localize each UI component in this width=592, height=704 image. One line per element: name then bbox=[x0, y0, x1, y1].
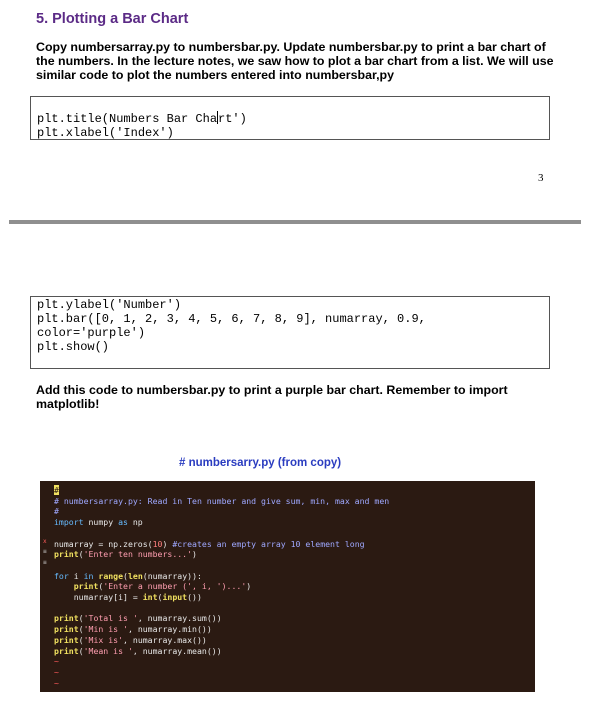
code-line: plt.bar([0, 1, 2, 3, 4, 5, 6, 7, 8, 9], numarray, 0.9, bbox=[37, 312, 426, 326]
empty-line-marker: ~ bbox=[54, 677, 59, 688]
editor-gutter bbox=[40, 481, 52, 692]
intro-paragraph: Copy numbersarray.py to numbersbar.py. Update numbersbar.py to print a bar chart of the numbers. In the lecture notes, we saw how to plot a bar chart from a list. We will use similar code to plot the numbers entered into numbersbar,py bbox=[36, 40, 554, 82]
instruction-paragraph: Add this code to numbersbar.py to print a purple bar chart. Remember to import matplotlib! bbox=[36, 383, 508, 411]
editor-line: print('Enter ten numbers...') bbox=[54, 549, 197, 560]
editor-line: print('Mean is ', numarray.mean()) bbox=[54, 645, 222, 656]
error-mark-icon: x bbox=[43, 538, 47, 545]
editor-line: print('Total is ', numarray.sum()) bbox=[54, 613, 222, 624]
screenshot-caption: # numbersarry.py (from copy) bbox=[179, 457, 342, 469]
editor-screenshot bbox=[40, 481, 535, 692]
code-box-title-xlabel bbox=[30, 96, 550, 140]
fold-mark-icon: ≡ bbox=[43, 548, 47, 555]
code-line: plt.ylabel('Number') bbox=[37, 298, 182, 312]
section-heading: 5. Plotting a Bar Chart bbox=[36, 11, 189, 27]
editor-code bbox=[54, 485, 389, 688]
editor-line: # bbox=[54, 485, 59, 495]
editor-line: # bbox=[54, 506, 59, 517]
code-line: color='purple') bbox=[37, 326, 146, 340]
page-number: 3 bbox=[538, 172, 544, 184]
editor-line: import numpy as np bbox=[54, 517, 143, 528]
page-divider bbox=[9, 220, 581, 224]
code-line-title: plt.title(Numbers Bar Chart') bbox=[37, 112, 247, 126]
editor-line: numarray[i] = int(input()) bbox=[54, 592, 202, 603]
editor-line: print('Enter a number (', i, ')...') bbox=[73, 581, 252, 592]
editor-line: numarray = np.zeros(10) #creates an empty array 10 element long bbox=[54, 538, 365, 549]
editor-line: print('Min is ', numarray.min()) bbox=[54, 624, 212, 635]
fold-mark-icon: ≡ bbox=[43, 559, 47, 566]
code-line-xlabel: plt.xlabel('Index') bbox=[37, 126, 174, 140]
editor-line: for i in range(len(numarray)): bbox=[54, 570, 202, 581]
editor-line: print('Mix is', numarray.max()) bbox=[54, 634, 207, 645]
empty-line-marker: ~ bbox=[54, 666, 59, 677]
empty-line-marker: ~ bbox=[54, 656, 59, 667]
code-line: plt.show() bbox=[37, 340, 110, 354]
code-box-ylabel-bar-show bbox=[30, 296, 550, 369]
editor-line: # numbersarray.py: Read in Ten number and give sum, min, max and men bbox=[54, 495, 390, 506]
